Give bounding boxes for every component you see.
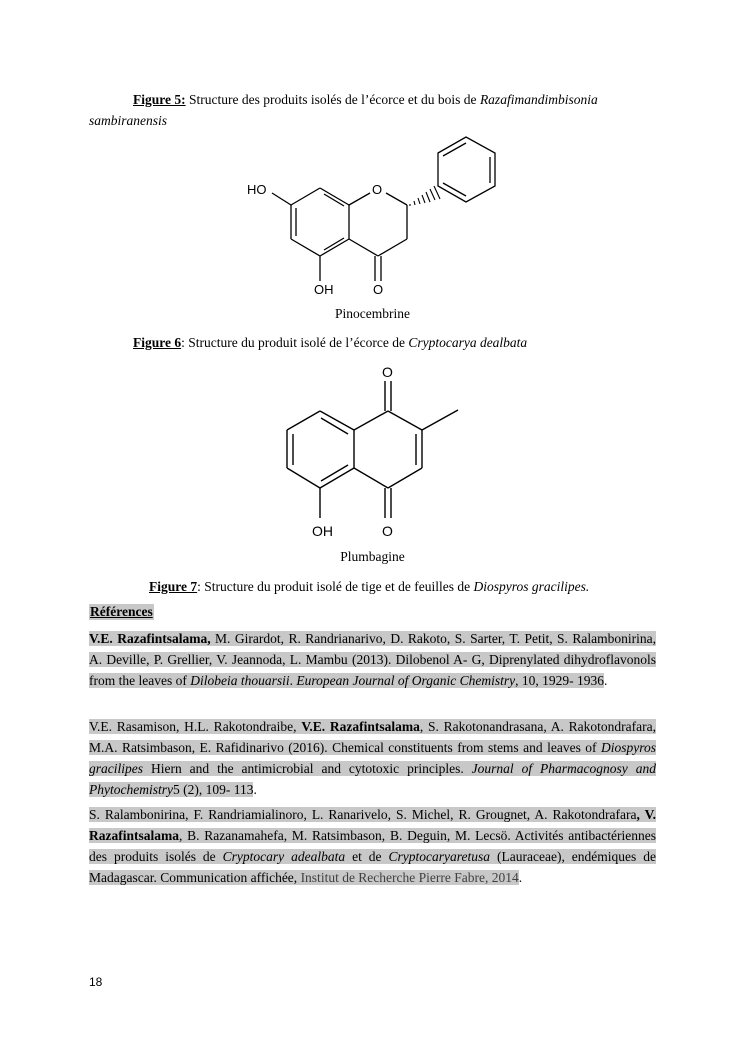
figure-6-label: Figure 6: [133, 335, 182, 350]
atom-o-keto: O: [373, 282, 384, 297]
atom-o-ring: O: [372, 182, 383, 197]
atom-o-bottom: O: [382, 523, 393, 539]
figure-6-text: Structure du produit isolé de l’écorce de: [184, 335, 409, 350]
reference-2: V.E. Rasamison, H.L. Rakotondraibe, V.E. Razafintsalama, S. Rakotonandrasana, A. Rakotondrafara, M.A. Ratsimbason, E. Rafidinarivo (2016). Chemical constituents from stems and leaves of Diospyros gracilipes Hiern and the antimicrobial and cytotoxic principles. Journal of Pharmacognosy and Phytochemistry5 (2), 109- 113.: [89, 719, 656, 797]
figure-5-text: Structure des produits isolés de l’écorce et du bois de: [185, 92, 480, 107]
page-number: 18: [89, 975, 103, 989]
atom-o-top: O: [382, 364, 393, 380]
atom-oh: OH: [314, 282, 334, 297]
figure-7-species: Diospyros gracilipes.: [473, 579, 590, 594]
figure-5-label: Figure 5:: [133, 92, 186, 107]
figure-5-species: Razafimandimbisonia sambiranensis: [89, 92, 598, 128]
reference-3: S. Ralambonirina, F. Randriamialinoro, L. Ranarivelo, S. Michel, R. Grougnet, A. Rakotondrafara, V. Razafintsalama, B. Razanamahefa, M. Ratsimbason, B. Deguin, M. Lecsö. Activités antibactériennes des produits isolés de Cryptocary adealbata et de Cryptocaryaretusa (Lauraceae), endémiques de Madagascar. Communication affichée, Institut de Recherche Pierre Fabre, 2014.: [89, 807, 656, 885]
atom-ho: HO: [247, 182, 267, 197]
figure-6-caption: Figure 6: Structure du produit isolé de l’écorce de Cryptocarya dealbata: [133, 335, 528, 350]
figure-7-text: Structure du produit isolé de tige et de feuilles de: [200, 579, 474, 594]
atom-oh: OH: [312, 523, 333, 539]
figure-7-caption: Figure 7: Structure du produit isolé de tige et de feuilles de Diospyros gracilipes.: [149, 579, 590, 594]
pinocembrine-label: Pinocembrine: [335, 306, 410, 321]
references-heading: Références: [90, 604, 153, 619]
figure-6-species: Cryptocarya dealbata: [408, 335, 528, 350]
figure-7-label: Figure 7: [149, 579, 198, 594]
reference-1: V.E. Razafintsalama, M. Girardot, R. Randrianarivo, D. Rakoto, S. Sarter, T. Petit, S. Ralambonirina, A. Deville, P. Grellier, V. Jeannoda, L. Mambu (2013). Dilobenol A- G, Diprenylated dihydroflavonols from the leaves of Dilobeia thouarsii. European Journal of Organic Chemistry, 10, 1929- 1936.: [89, 631, 656, 688]
plumbagine-label: Plumbagine: [340, 549, 405, 564]
